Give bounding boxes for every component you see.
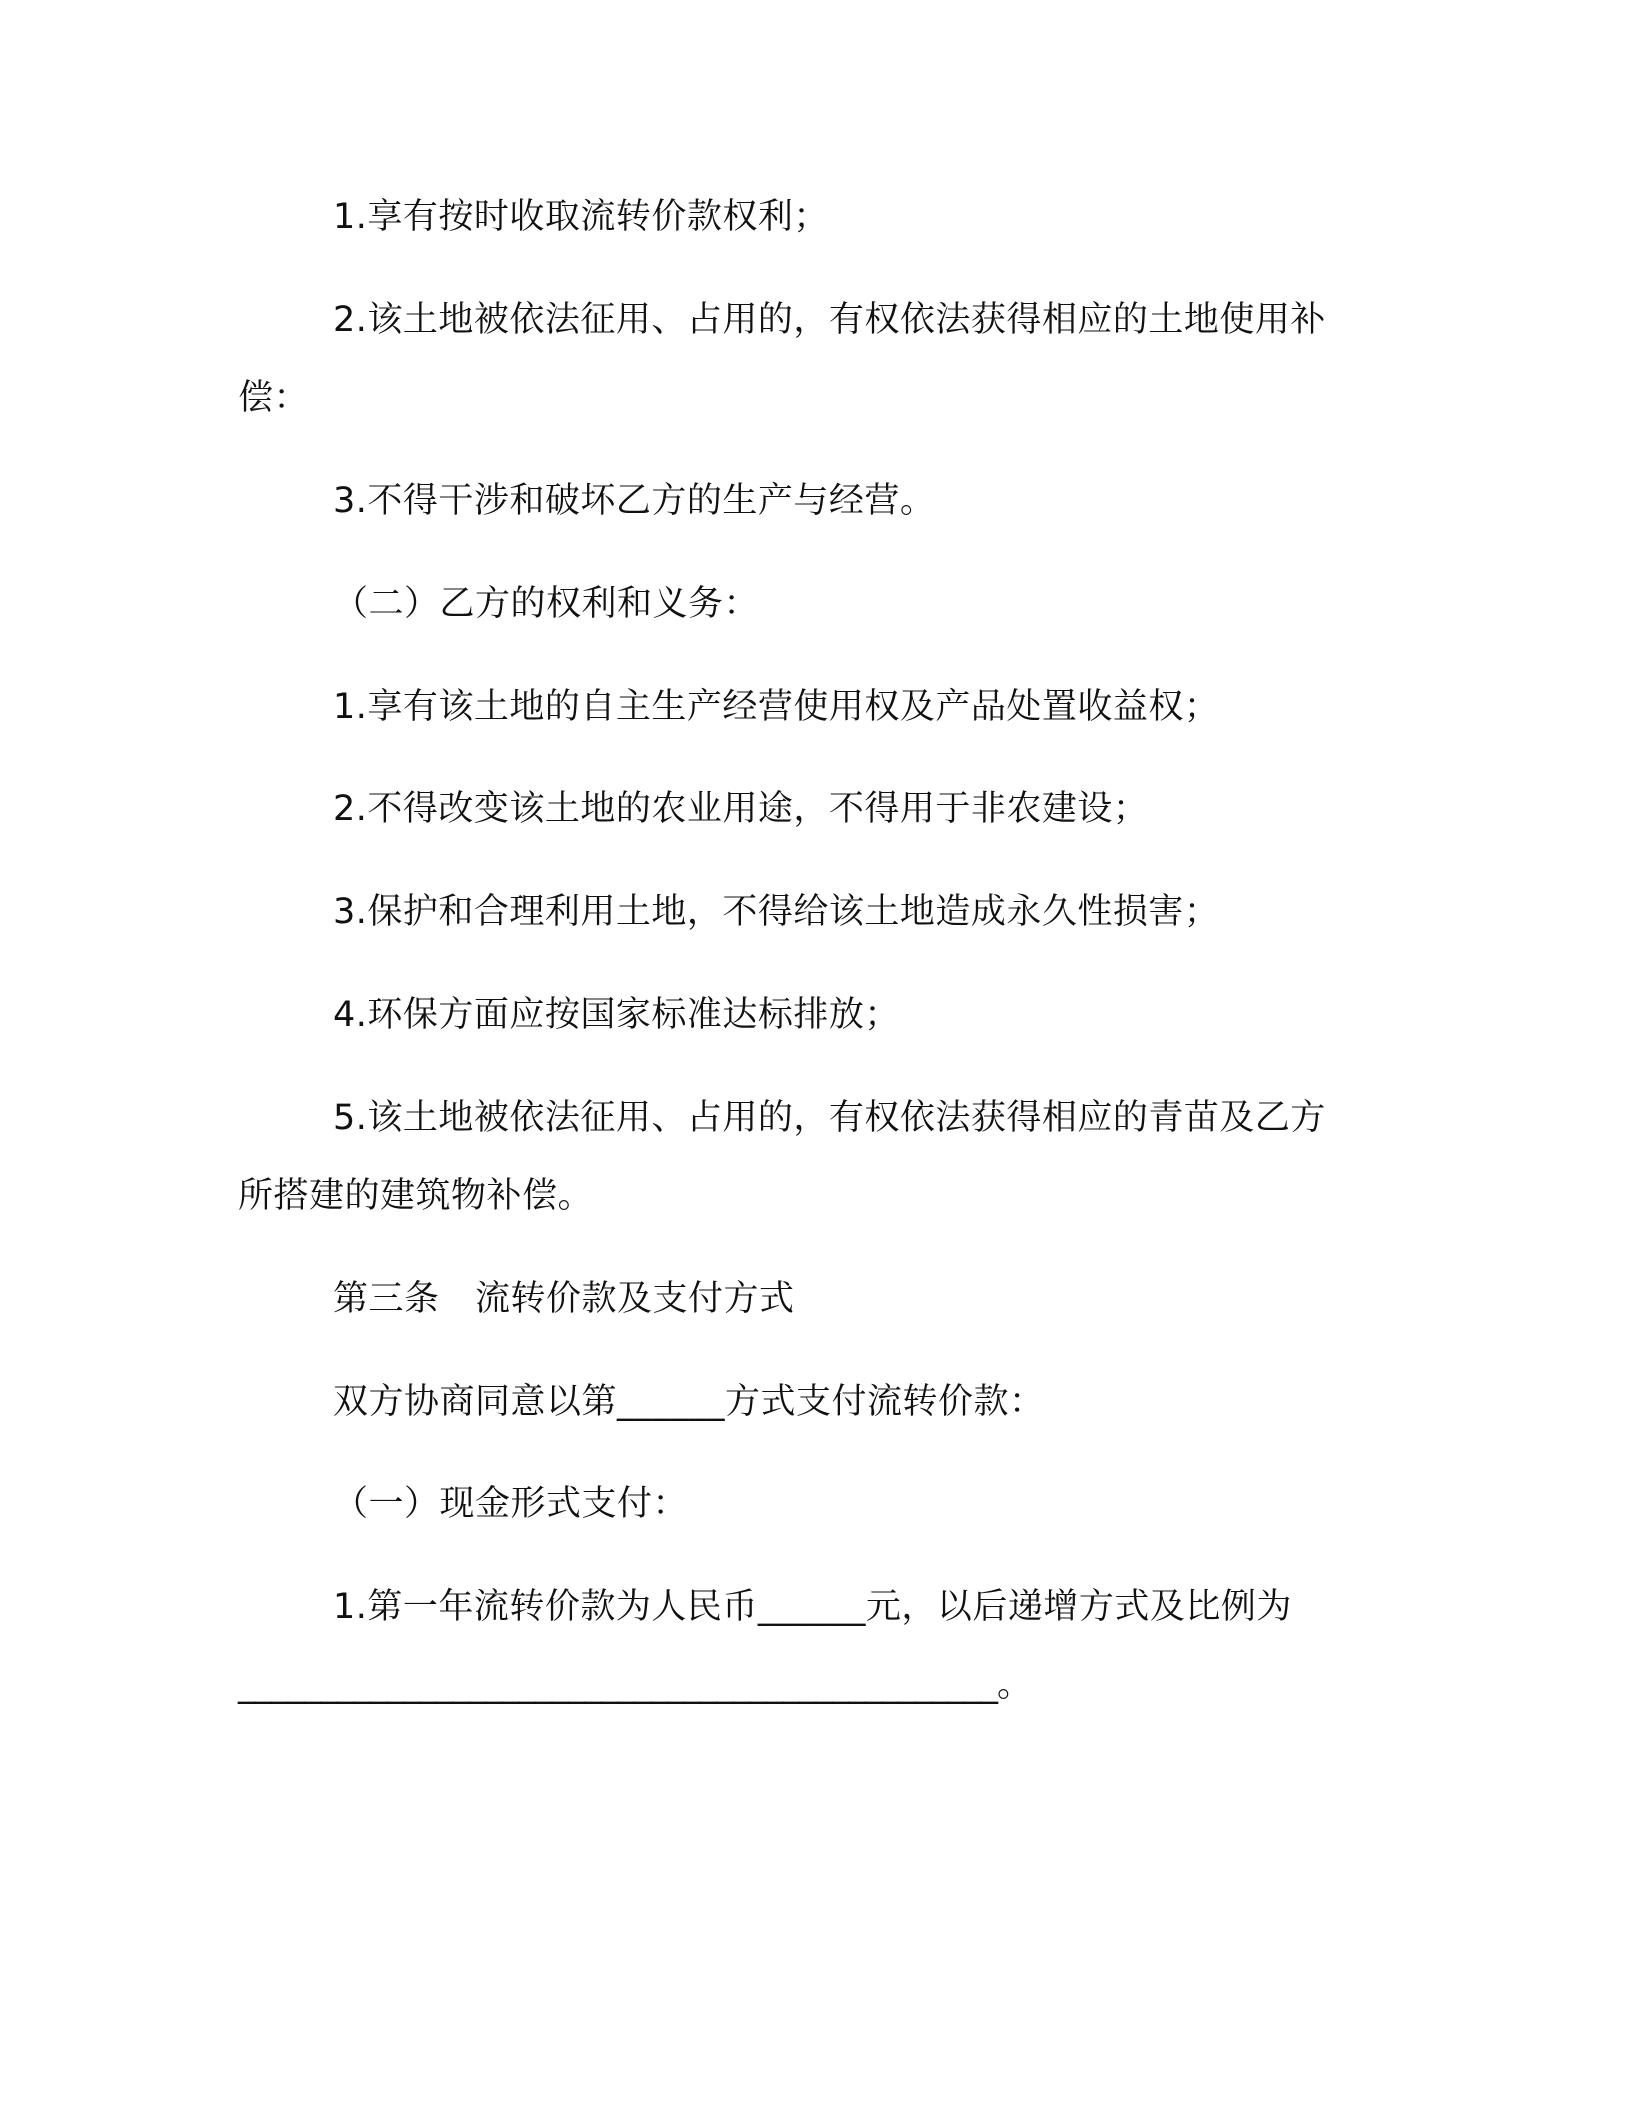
paragraph-line-3: 偿：: [238, 378, 310, 418]
paragraph-line-6: 2.不得改变该土地的农业用途，不得用于非农建设；: [333, 789, 1149, 829]
paragraph-line-10: 所搭建的建筑物补偿。: [238, 1176, 594, 1216]
first-year-price-line: 1.第一年流转价款为人民币______元，以后递增方式及比例为: [333, 1587, 1292, 1627]
increment-ratio-blank: ______________________________________________。: [238, 1665, 1032, 1705]
payment-method-line: 双方协商同意以第______方式支付流转价款：: [333, 1382, 1045, 1422]
paragraph-line-1: 1.享有按时收取流转价款权利；: [333, 197, 829, 237]
paragraph-line-7: 3.保护和合理利用土地，不得给该土地造成永久性损害；: [333, 892, 1220, 932]
paragraph-line-8: 4.环保方面应按国家标准达标排放；: [333, 995, 900, 1035]
paragraph-line-4: 3.不得干涉和破坏乙方的生产与经营。: [333, 481, 936, 521]
article-three-heading: 第三条 流转价款及支付方式: [333, 1279, 795, 1319]
paragraph-line-2: 2.该土地被依法征用、占用的，有权依法获得相应的土地使用补: [333, 300, 1326, 340]
section-heading-party-b: （二）乙方的权利和义务：: [333, 584, 760, 624]
paragraph-line-9: 5.该土地被依法征用、占用的，有权依法获得相应的青苗及乙方: [333, 1098, 1326, 1138]
paragraph-line-5: 1.享有该土地的自主生产经营使用权及产品处置收益权；: [333, 687, 1220, 727]
cash-payment-heading: （一）现金形式支付：: [333, 1484, 689, 1524]
